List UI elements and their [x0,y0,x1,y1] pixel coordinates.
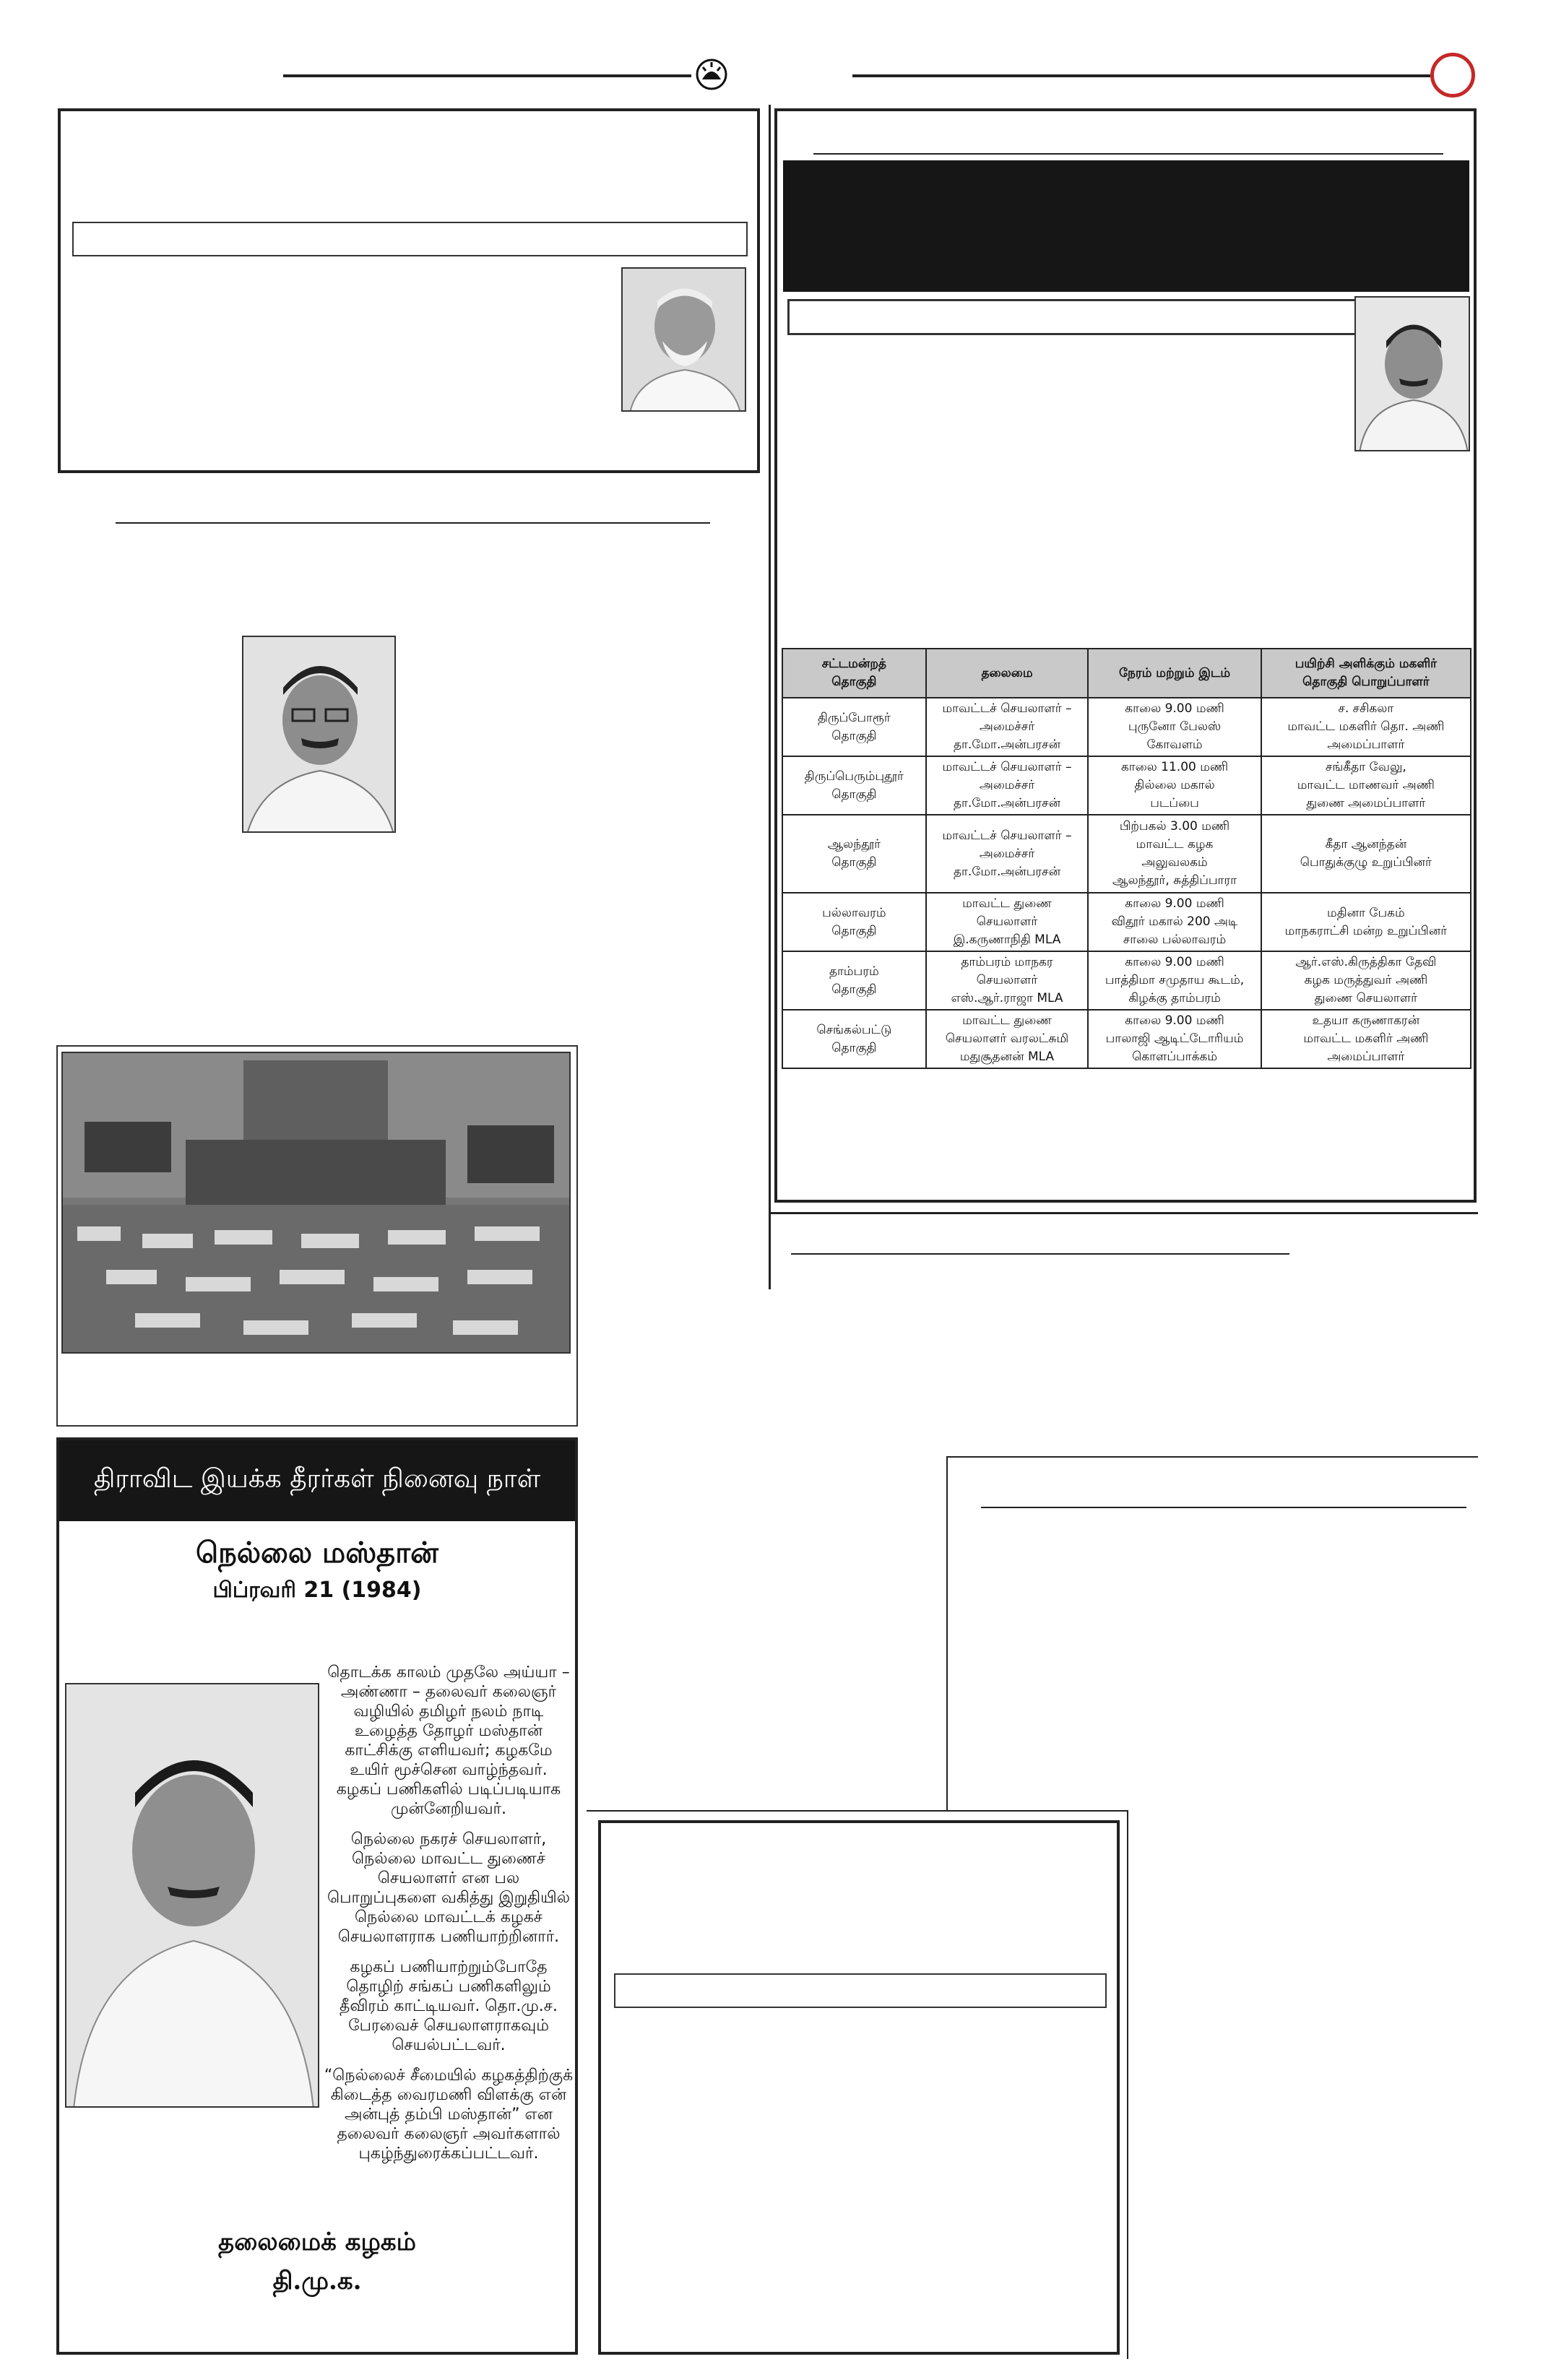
memorial-signature-1: தலைமைக் கழகம் [218,2228,416,2256]
right-article-rule [813,153,1443,155]
table-row: ஆலந்தூர் தொகுதி மாவட்டச் செயலாளர் – அமைச்சர் தா.மோ.அன்பரசன் பிற்பகல் 3.00 மணி மாவட்ட கழக அலுவலகம் ஆலந்தூர், சுத்திப்பாரா கீதா ஆனந்தன் பொதுக்குழு உறுப்பினர் [782,815,1471,893]
column-divider [769,105,771,1289]
right-lower-article-rule [791,1253,1289,1255]
left-article-rule [116,522,710,524]
table-row: செங்கல்பட்டு தொகுதி மாவட்ட துணை செயலாளர் வரலட்சுமி மதுசூதனன் MLA காலை 9.00 மணி பாலாஜி ஆடிட்டோரியம் கொளப்பாக்கம் உதயா கருணாகரன் மாவட்ட மகளிர் அணி அமைப்பாளர் [782,1010,1471,1068]
memorial-banner [59,1440,575,1521]
memorial-paragraph-1: தொடக்க காலம் முதலே அய்யா – அண்ணா – தலைவர் கலைஞர் வழியில் தமிழர் நலம் நாடி உழைத்த தோழர் மஸ்தான் காட்சிக்கு எளியவர்; கழகமே உயிர் மூச்சென வாழ்ந்தவர். கழகப் பணிகளில் படிப்படியாக முன்னேறியவர். [327,1663,570,1818]
right-article-subhead-bar [787,299,1362,335]
portrait-photo-man-smiling [1354,296,1470,451]
bottom-middle-article-box [598,1820,1120,2355]
portrait-photo-man-with-glasses [242,636,396,833]
memorial-paragraph-3: கழகப் பணியாற்றும்போதே தொழிற் சங்கப் பணிகளிலும் தீவிரம் காட்டியவர். தொ.மு.ச. பேரவைச் செயலாளராகவும் செயல்பட்டவர். [340,1958,558,2054]
inset-box-left-rule [946,1456,948,1810]
table-row: திருப்பெரும்புதூர் தொகுதி மாவட்டச் செயலாளர் – அமைச்சர் தா.மோ.அன்பரசன் காலை 11.00 மணி தில்லை மகால் படப்பை சங்கீதா வேலு, மாவட்ட மாணவர் அணி துணை அமைப்பாளர் [782,756,1471,815]
header-leadership: தலைமை [926,649,1089,698]
table-row: தாம்பரம் தொகுதி தாம்பரம் மாநகர செயலாளர் எஸ்.ஆர்.ராஜா MLA காலை 9.00 மணி பாத்திமா சமுதாய கூடம், கிழக்கு தாம்பரம் ஆர்.எஸ்.கிருத்திகா தேவி கழக மருத்துவர் அணி துணை செயலாளர் [782,951,1471,1010]
header-trainer: பயிற்சி அளிக்கும் மகளிர் தொகுதி பொறுப்பாளர் [1261,649,1471,698]
top-left-subhead-bar [72,222,748,256]
training-schedule-table [782,648,1471,1069]
table-row: திருப்போரூர் தொகுதி மாவட்டச் செயலாளர் – அமைச்சர் தா.மோ.அன்பரசன் காலை 9.00 மணி புருனோ பேலஸ் கோவளம் ச. சசிகலா மாவட்ட மகளிர் தொ. அணி அமைப்பாளர் [782,698,1471,756]
memorial-date: பிப்ரவரி 21 (1984) [212,1578,422,1603]
page-number-badge [1430,53,1475,98]
memorial-paragraph-4: “நெல்லைச் சீமையில் கழகத்திற்குக் கிடைத்த வைரமணி விளக்கு என் அன்புத் தம்பி மஸ்தான்” என தலைவர் கலைஞர் அவர்களால் புகழ்ந்துரைக்கப்பட்டவர். [324,2067,574,2163]
table-row: பல்லாவரம் தொகுதி மாவட்ட துணை செயலாளர் இ.கருணாநிதி MLA காலை 9.00 மணி விதூர் மகால் 200 அடி சாலை பல்லாவரம் மதினா பேகம் மாநகராட்சி மன்ற உறுப்பினர் [782,893,1471,951]
rising-sun-emblem-icon [695,58,728,91]
memorial-name: நெல்லை மஸ்தான் [196,1536,438,1570]
bottom-box-outer-top [587,1810,1127,1812]
header-rule-right [852,74,1430,77]
right-horizontal-divider [770,1212,1478,1214]
assembly-hall-photo [61,1052,571,1354]
portrait-photo-elderly-man [621,267,746,412]
header-constituency: சட்டமன்றத் தொகுதி [782,649,926,698]
memorial-portrait-photo [65,1683,319,2108]
memorial-banner-title: திராவிட இயக்க தீரர்கள் நினைவு நாள் [93,1464,541,1494]
bottom-box-outer-right [1127,1810,1128,2359]
memorial-signature-2: தி.மு.க. [272,2267,362,2295]
table-header-row [782,649,1471,698]
memorial-text-column [319,1663,578,2174]
memorial-paragraph-2: நெல்லை நகரச் செயலாளர், நெல்லை மாவட்ட துணைச் செயலாளர் என பல பொறுப்புகளை வகித்து இறுதியில் நெல்லை மாவட்டக் கழகச் செயலாளராக பணியாற்றினார். [327,1830,570,1946]
inset-box-title-rule [981,1507,1466,1508]
right-article-black-banner [783,160,1469,292]
header-time-venue: நேரம் மற்றும் இடம் [1088,649,1261,698]
header-rule-left [283,74,691,77]
inset-box-top-rule [946,1456,1478,1458]
bottom-middle-subhead-bar [614,1973,1107,2008]
